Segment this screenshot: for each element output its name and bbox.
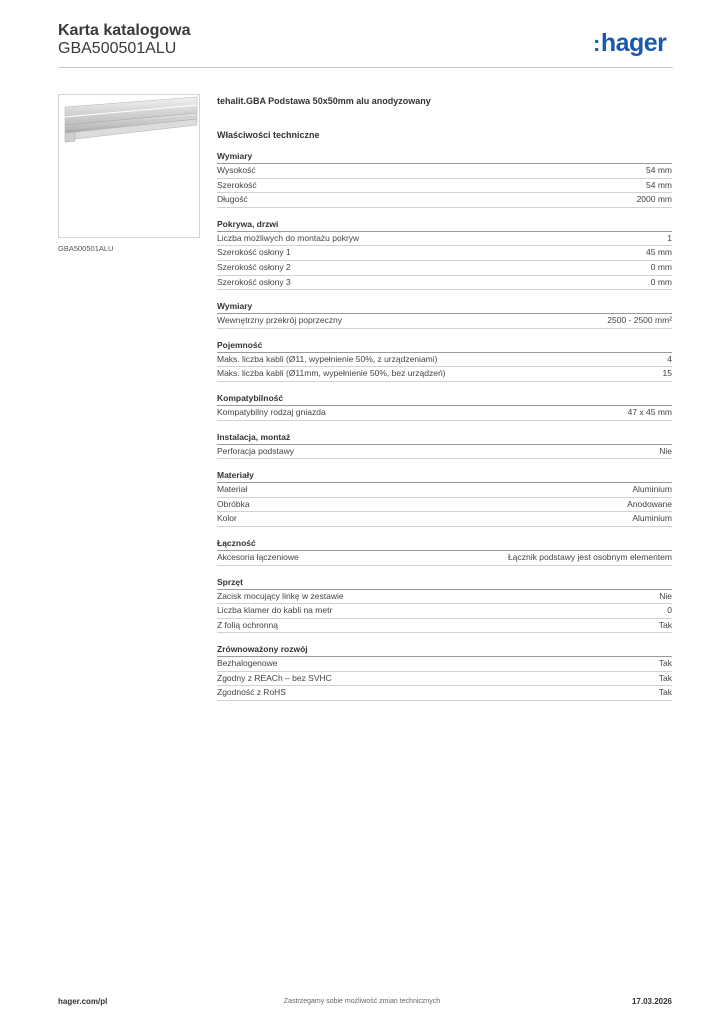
spec-row: [217, 276, 672, 291]
spec-sections: [217, 150, 672, 701]
spec-value: Anodowane: [627, 498, 672, 509]
spec-label: Wysokość: [217, 165, 256, 175]
spec-section: [217, 537, 672, 566]
spec-label: Liczba klamer do kabli na metr: [217, 605, 333, 616]
product-name: tehalit.GBA Podstawa 50x50mm alu anodyzowany: [217, 96, 431, 106]
spec-label: Zacisk mocujący linkę w zestawie: [217, 590, 344, 601]
spec-label: Materiał: [217, 484, 248, 495]
spec-row: [217, 498, 672, 513]
spec-label: Szerokość osłony 2: [217, 261, 291, 272]
spec-row: [217, 551, 672, 566]
spec-row: [217, 193, 672, 208]
spec-label: Maks. liczba kabli (Ø11, wypełnienie 50%, z urządzeniami): [217, 353, 438, 364]
spec-label: Szerokość: [217, 179, 257, 190]
spec-row: [217, 672, 672, 687]
spec-row: [217, 406, 672, 421]
properties-title: Właściwości techniczne: [217, 130, 320, 140]
spec-row: [217, 367, 672, 382]
section-title: Wymiary: [217, 150, 672, 164]
spec-value: 47 x 45 mm: [627, 406, 672, 417]
spec-section: [217, 339, 672, 382]
spec-label: Wewnętrzny przekrój poprzeczny: [217, 315, 343, 326]
spec-row: [217, 604, 672, 619]
spec-row: [217, 314, 672, 329]
datasheet-content: [217, 94, 672, 711]
image-caption: GBA500501ALU: [58, 244, 114, 253]
spec-value: 0 mm: [650, 261, 672, 272]
spec-label: Z folią ochronną: [217, 619, 278, 630]
spec-label: Kolor: [217, 513, 237, 524]
spec-row: [217, 261, 672, 276]
spec-value: 0: [667, 605, 672, 616]
spec-label: Szerokość osłony 1: [217, 247, 291, 258]
spec-label: Długość: [217, 194, 248, 205]
section-title: Wymiary: [217, 300, 672, 314]
spec-value: 15: [662, 368, 672, 379]
spec-row: [217, 619, 672, 634]
spec-label: Bezhalogenowe: [217, 658, 278, 669]
spec-value: 4: [667, 353, 672, 364]
spec-value: Nie: [659, 445, 672, 456]
spec-section: [217, 150, 672, 208]
spec-value: Tak: [658, 672, 672, 683]
spec-value: Aluminium: [632, 513, 672, 524]
logo-colon: :: [593, 31, 600, 56]
spec-row: [217, 246, 672, 261]
spec-section: [217, 576, 672, 634]
footer-disclaimer: Zastrzegamy sobie możliwość zmian technicznych: [283, 998, 441, 1005]
spec-value: 54 mm: [646, 165, 672, 175]
footer-website: hager.com/pl: [58, 997, 108, 1006]
spec-label: Kompatybilny rodzaj gniazda: [217, 406, 326, 417]
cable-duct-illustration: [59, 95, 199, 237]
logo-text: hager: [600, 29, 667, 57]
spec-value: Aluminium: [632, 484, 672, 495]
spec-value: 54 mm: [646, 179, 672, 190]
spec-value: Tak: [658, 619, 672, 630]
spec-section: [217, 300, 672, 329]
spec-row: [217, 686, 672, 701]
spec-row: [217, 512, 672, 527]
spec-row: [217, 179, 672, 194]
spec-value: 2500 - 2500 mm²: [607, 315, 672, 326]
spec-row: [217, 353, 672, 368]
spec-section: [217, 643, 672, 701]
section-title: Pojemność: [217, 339, 672, 353]
spec-row: [217, 483, 672, 498]
spec-section: [217, 431, 672, 460]
spec-label: Perforacja podstawy: [217, 445, 295, 456]
spec-row: [217, 164, 672, 179]
spec-label: Zgodny z REACh – bez SVHC: [217, 672, 332, 683]
spec-row: [217, 232, 672, 247]
spec-label: Szerokość osłony 3: [217, 276, 291, 287]
spec-row: [217, 590, 672, 605]
section-title: Instalacja, montaż: [217, 431, 672, 445]
spec-row: [217, 445, 672, 460]
spec-value: 45 mm: [646, 247, 672, 258]
spec-value: 0 mm: [650, 276, 672, 287]
product-code: GBA500501ALU: [58, 40, 177, 57]
product-image: [58, 94, 200, 238]
section-title: Sprzęt: [217, 576, 672, 590]
section-title: Kompatybilność: [217, 392, 672, 406]
spec-section: [217, 392, 672, 421]
spec-value: Nie: [659, 590, 672, 601]
spec-label: Akcesoria łączeniowe: [217, 551, 299, 562]
spec-label: Liczba możliwych do montażu pokryw: [217, 232, 360, 243]
spec-value: Tak: [658, 687, 672, 698]
section-title: Materiały: [217, 469, 672, 483]
spec-label: Zgodność z RoHS: [217, 687, 286, 698]
header-divider: [58, 67, 673, 68]
spec-value: 2000 mm: [636, 194, 672, 205]
section-title: Pokrywa, drzwi: [217, 218, 672, 232]
page-title: Karta katalogowa: [58, 22, 191, 39]
section-title: Łączność: [217, 537, 672, 551]
spec-value: Tak: [658, 658, 672, 669]
section-title: Zrównoważony rozwój: [217, 643, 672, 657]
spec-section: [217, 469, 672, 527]
spec-label: Maks. liczba kabli (Ø11mm, wypełnienie 50%, bez urządzeń): [217, 368, 446, 379]
spec-row: [217, 657, 672, 672]
hager-logo: [593, 30, 666, 57]
spec-section: [217, 218, 672, 290]
spec-value: Łącznik podstawy jest osobnym elementem: [508, 551, 672, 562]
spec-value: 1: [667, 232, 672, 243]
spec-label: Obróbka: [217, 498, 250, 509]
footer-date: 17.03.2026: [631, 997, 672, 1006]
